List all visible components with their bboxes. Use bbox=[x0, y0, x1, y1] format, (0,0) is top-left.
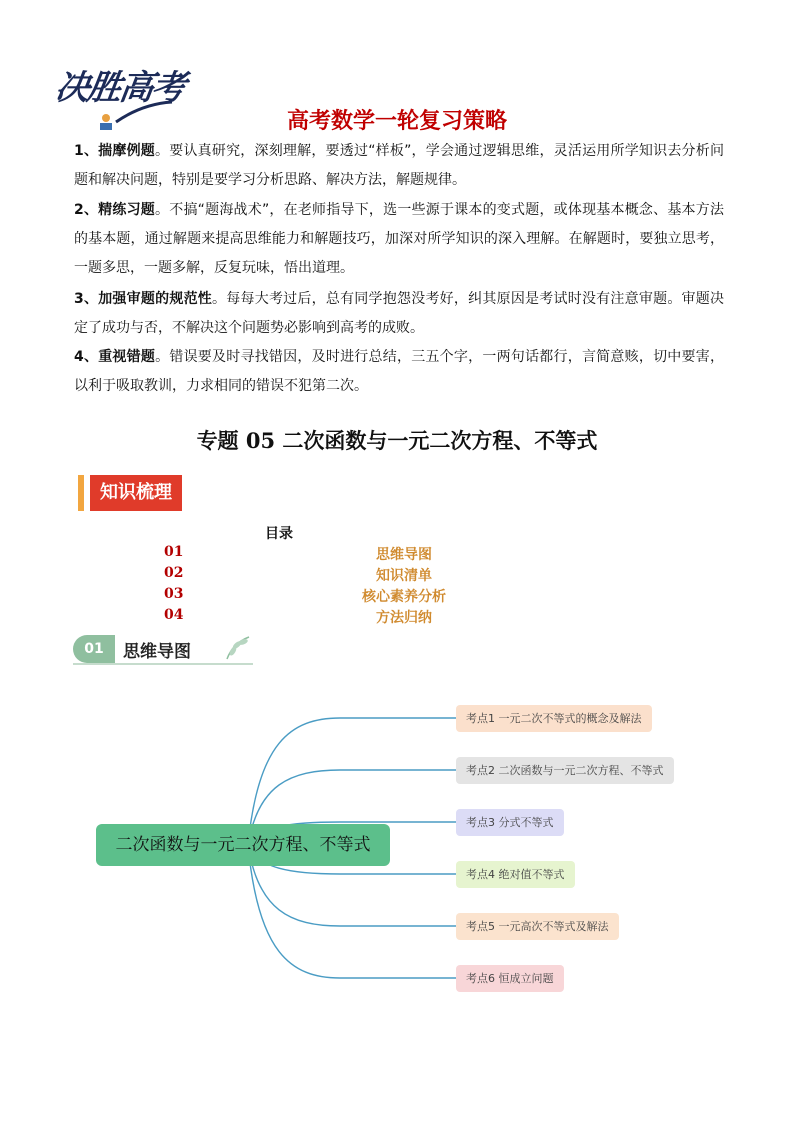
toc-number: 01 bbox=[164, 544, 184, 560]
subsection-underline bbox=[73, 663, 253, 665]
toc-label: 思维导图 bbox=[376, 547, 432, 563]
strategy-paragraph-1: 1、揣摩例题。要认真研究，深刻理解，要透过“样板”，学会通过逻辑思维，灵活运用所学知识去分析问题和解决问题，特别是要学习分析思路、解决方法，解题规律。 bbox=[74, 143, 724, 188]
toc-label: 方法归纳 bbox=[376, 610, 432, 626]
toc-number: 02 bbox=[164, 565, 184, 581]
toc-title: 目录 bbox=[265, 526, 293, 542]
section-badge-label: 知识梳理 bbox=[90, 475, 182, 511]
strategy-paragraph-4: 4、重视错题。错误要及时寻找错因，及时进行总结，三五个字，一两句话都行，言简意赅，切中要害，以利于吸取教训，力求相同的错误不犯第二次。 bbox=[74, 349, 724, 394]
toc-label: 核心素养分析 bbox=[362, 589, 446, 605]
mind-map-node[interactable]: 考点5 一元高次不等式及解法 bbox=[456, 913, 619, 940]
subsection-number: 01 bbox=[73, 635, 115, 663]
section-badge bbox=[78, 475, 182, 511]
toc-item[interactable] bbox=[164, 544, 494, 565]
topic-title: 专题 05 二次函数与一元二次方程、不等式 bbox=[196, 428, 598, 453]
mind-map-root[interactable]: 二次函数与一元二次方程、不等式 bbox=[96, 824, 390, 866]
subsection-label: 思维导图 bbox=[123, 642, 191, 662]
strategy-paragraph-3: 3、加强审题的规范性。每每大考过后，总有同学抱怨没考好，纠其原因是考试时没有注意审题。审题决定了成功与否，不解决这个问题势必影响到高考的成败。 bbox=[74, 291, 725, 336]
main-title: 高考数学一轮复习策略 bbox=[286, 109, 507, 134]
mind-map-node[interactable]: 考点3 分式不等式 bbox=[456, 809, 564, 836]
mind-map-node[interactable]: 考点4 绝对值不等式 bbox=[456, 861, 575, 888]
mind-map-node[interactable]: 考点2 二次函数与一元二次方程、不等式 bbox=[456, 757, 674, 784]
toc-number: 04 bbox=[164, 607, 184, 623]
toc-item[interactable] bbox=[164, 607, 494, 628]
toc-number: 03 bbox=[164, 586, 184, 602]
mind-map-node[interactable]: 考点1 一元二次不等式的概念及解法 bbox=[456, 705, 652, 732]
mind-map-node[interactable]: 考点6 恒成立问题 bbox=[456, 965, 564, 992]
logo-text: 决胜高考 bbox=[52, 68, 187, 108]
leaf-icon bbox=[223, 633, 253, 661]
section-badge-bar bbox=[78, 475, 84, 511]
toc-item[interactable] bbox=[164, 586, 494, 607]
strategy-paragraph-2: 2、精练习题。不搞“题海战术”，在老师指导下，选一些源于课本的变式题，或体现基本概念、基本方法的基本题，通过解题来提高思维能力和解题技巧，加深对所学知识的深入理解。在解题时，要独立思考，一题多思，一题多解，反复玩味，悟出道理。 bbox=[74, 202, 724, 276]
toc-label: 知识清单 bbox=[376, 568, 432, 584]
subsection-badge bbox=[73, 633, 253, 665]
mind-map bbox=[0, 680, 794, 1010]
toc-item[interactable] bbox=[164, 565, 494, 586]
